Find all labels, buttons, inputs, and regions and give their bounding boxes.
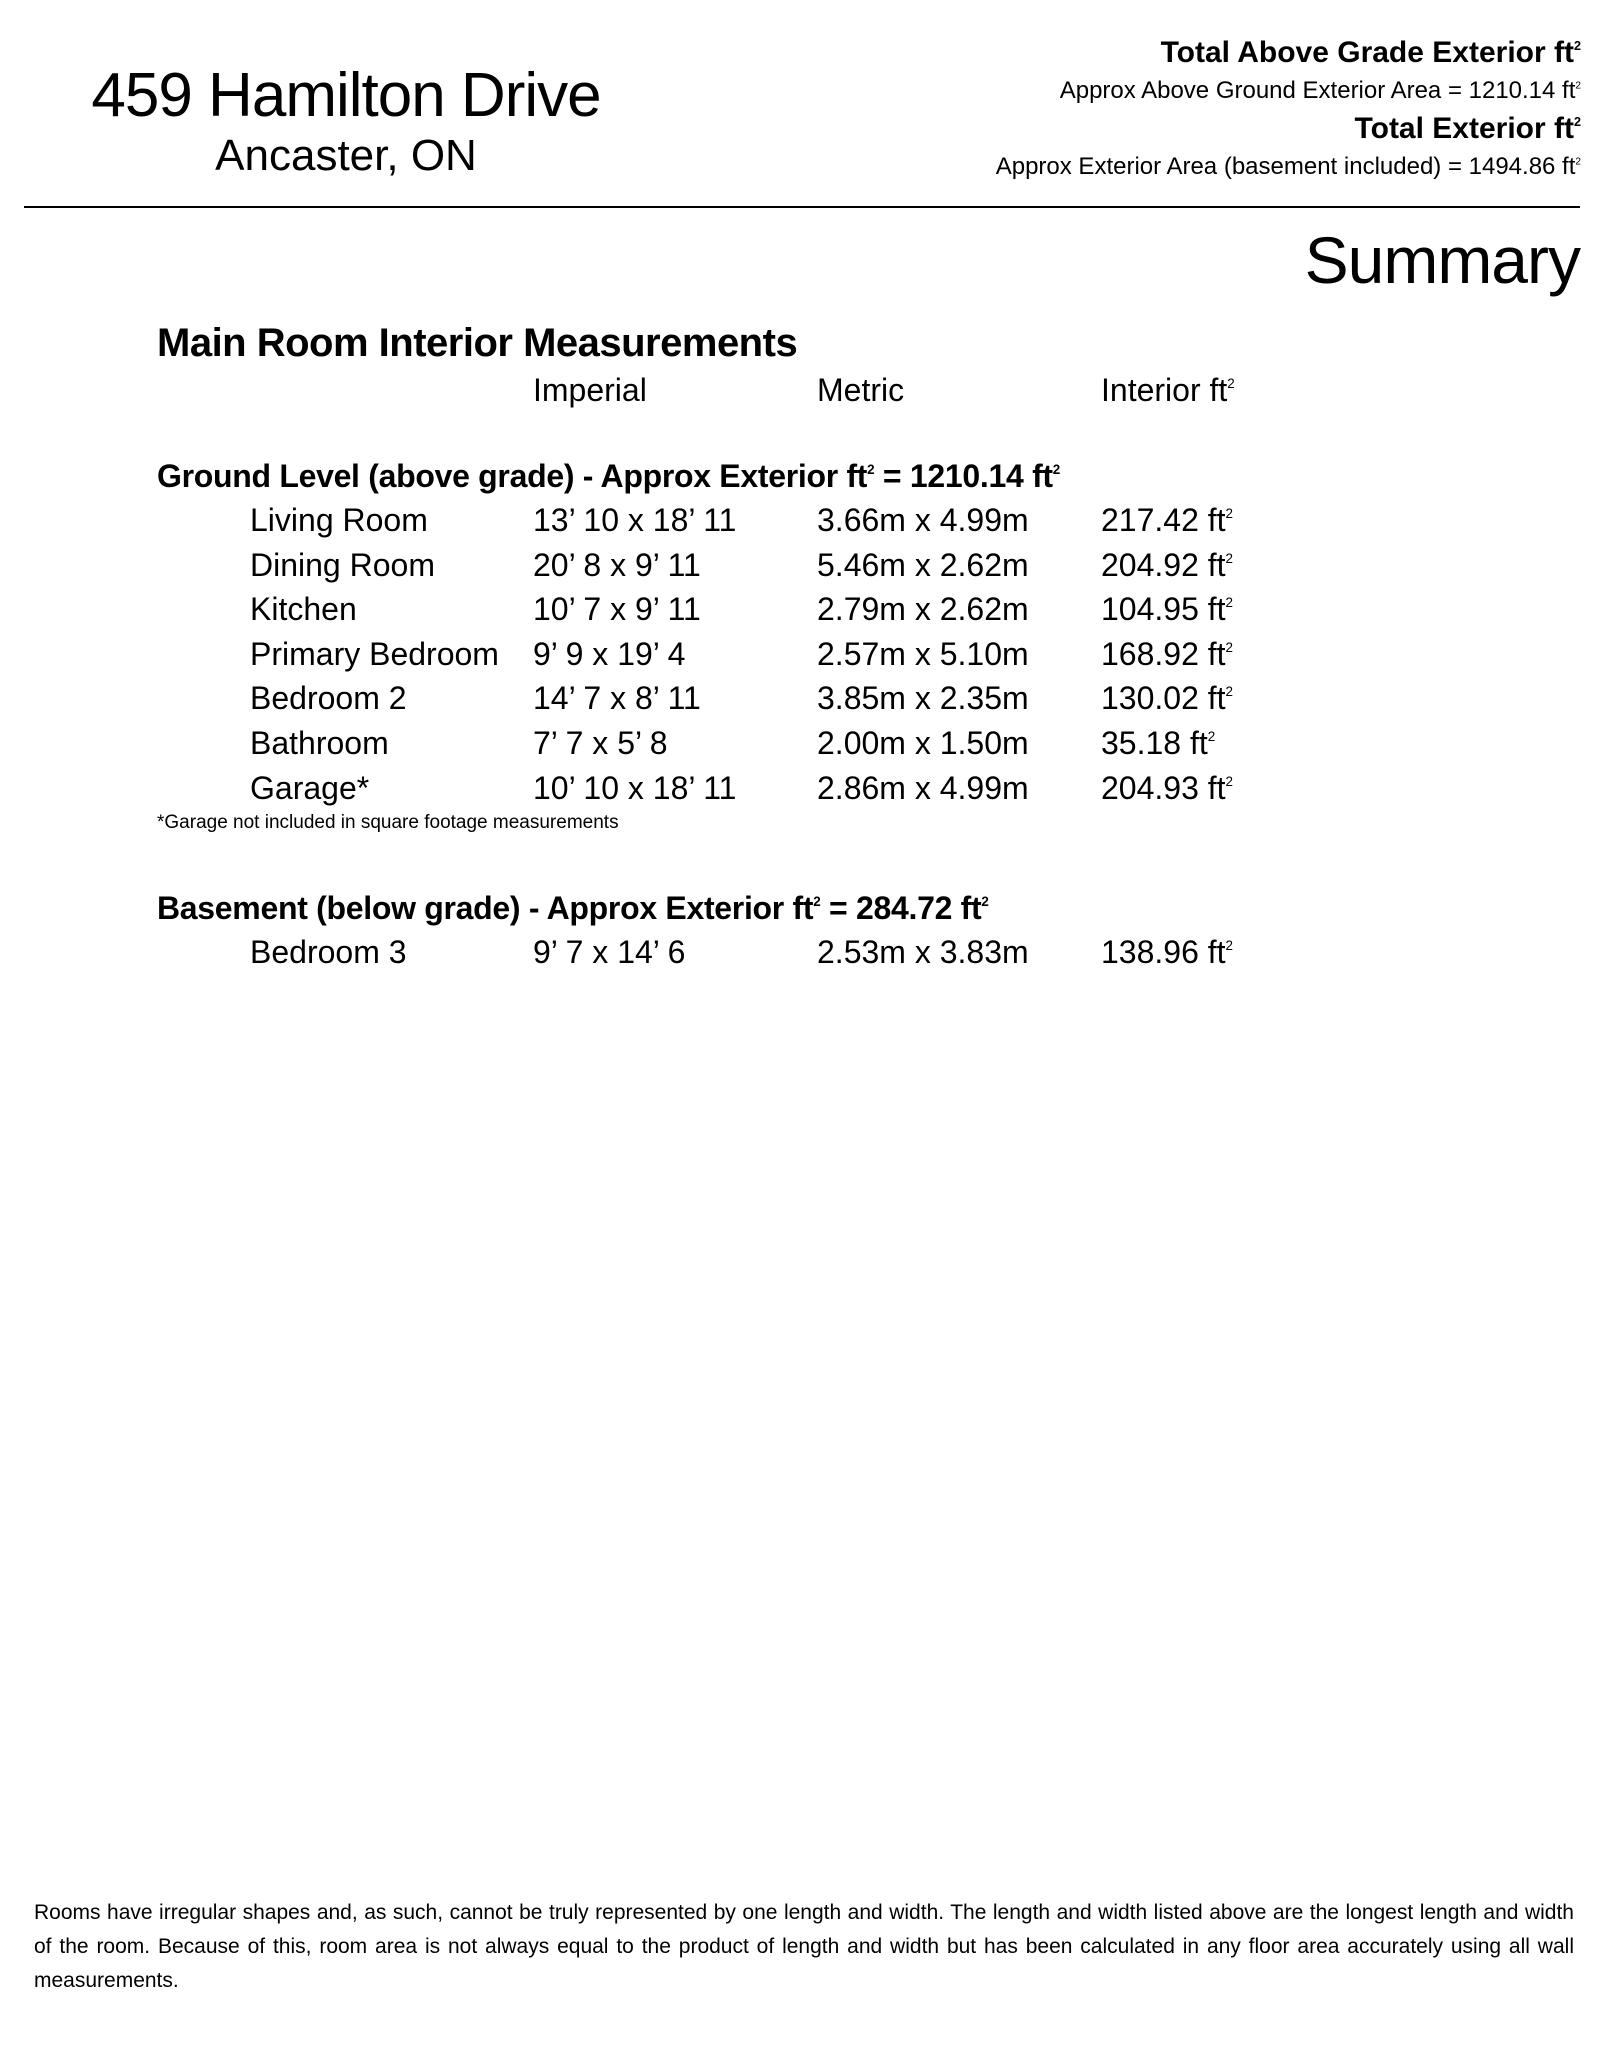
room-metric: 2.53m x 3.83m — [817, 934, 1029, 971]
measurements-section — [157, 318, 1307, 975]
room-name: Kitchen — [250, 591, 357, 628]
room-row — [157, 498, 1307, 543]
room-area: 204.92 $ft^2$ — [1101, 546, 1234, 583]
room-name: Living Room — [250, 502, 428, 538]
column-interior-area: Interior $ft^2$ — [1101, 372, 1235, 408]
exterior-totals — [681, 34, 1581, 186]
room-row — [157, 721, 1307, 766]
column-imperial: Imperial — [533, 372, 647, 408]
level-title: Ground Level (above grade) - Approx Exterior $ft^2 = 1210.14$ $ft^2$ — [157, 458, 1060, 494]
room-metric: 3.66m x 4.99m — [817, 502, 1029, 538]
header-divider — [24, 206, 1580, 208]
room-metric: 2.57m x 5.10m — [817, 635, 1029, 672]
room-name: Dining Room — [250, 546, 435, 583]
room-area: 35.18 $ft^2$ — [1101, 724, 1216, 761]
room-row — [157, 930, 1307, 975]
level-title: Basement (below grade) - Approx Exterior $ft^2 = 284.72$ $ft^2$ — [157, 890, 989, 927]
room-metric: 3.85m x 2.35m — [817, 680, 1029, 717]
room-name: Bedroom 3 — [250, 934, 407, 971]
room-name: Primary Bedroom — [250, 635, 499, 672]
room-area: 130.02 $ft^2$ — [1101, 680, 1234, 717]
room-row — [157, 676, 1307, 721]
room-row — [157, 587, 1307, 632]
room-imperial: 20’ 8 x 9’ 11 — [533, 546, 701, 583]
page-title: Summary — [1304, 223, 1580, 297]
room-imperial: 13’ 10 x 18’ 11 — [533, 502, 737, 538]
room-imperial: 10’ 10 x 18’ 11 — [533, 769, 737, 806]
room-area: 138.96 $ft^2$ — [1101, 934, 1234, 971]
address-street: 459 Hamilton Drive — [91, 61, 601, 130]
room-row — [157, 632, 1307, 677]
levels-list — [157, 454, 1307, 975]
column-headers — [157, 368, 1307, 412]
disclaimer-text: Rooms have irregular shapes and, as such, cannot be truly represented by one length and width. The length and width listed above are the longest length and width of the room. Because of this, room area is not always equal to the product of length and width but has been calculated in any floor area accurately using all wall measurements. — [34, 1901, 1574, 1992]
above-grade-detail: Approx Above Ground Exterior Area = 1210.14 $ft^2$ — [1059, 77, 1581, 104]
room-area: 104.95 $ft^2$ — [1101, 591, 1234, 628]
property-address — [66, 60, 626, 182]
room-area: 204.93 $ft^2$ — [1101, 769, 1234, 806]
room-name: Bathroom — [250, 724, 389, 761]
room-imperial: 14’ 7 x 8’ 11 — [533, 680, 701, 717]
room-area: 168.92 $ft^2$ — [1101, 635, 1234, 672]
room-metric: 2.86m x 4.99m — [817, 769, 1029, 806]
total-exterior-heading: Total Exterior $ft^2$ — [1354, 112, 1581, 145]
garage-footnote: *Garage not included in square footage measurements — [157, 812, 619, 834]
room-imperial: 10’ 7 x 9’ 11 — [533, 591, 701, 628]
total-exterior-detail: Approx Exterior Area (basement included) = 1494.86 $ft^2$ — [995, 153, 1581, 180]
column-metric: Metric — [817, 372, 905, 408]
room-metric: 5.46m x 2.62m — [817, 546, 1029, 583]
address-city: Ancaster, ON — [215, 131, 477, 180]
room-imperial: 9’ 9 x 19’ 4 — [533, 635, 686, 672]
room-name: Garage* — [250, 769, 370, 806]
room-area: 217.42 $ft^2$ — [1101, 502, 1234, 538]
room-name: Bedroom 2 — [250, 680, 407, 717]
room-imperial: 9’ 7 x 14’ 6 — [533, 934, 686, 971]
measurements-title: Main Room Interior Measurements — [157, 321, 798, 365]
room-metric: 2.79m x 2.62m — [817, 591, 1029, 628]
room-row — [157, 766, 1307, 811]
room-imperial: 7’ 7 x 5’ 8 — [533, 724, 668, 761]
room-row — [157, 543, 1307, 588]
above-grade-heading: Total Above Grade Exterior $ft^2$ — [1160, 36, 1581, 69]
room-metric: 2.00m x 1.50m — [817, 724, 1029, 761]
